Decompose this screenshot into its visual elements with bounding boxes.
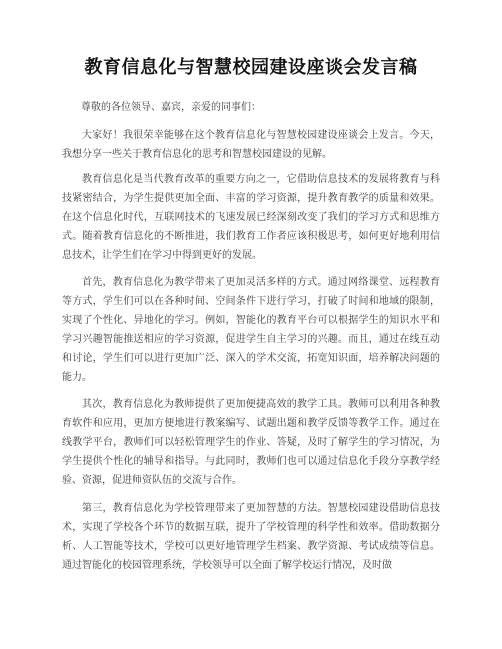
paragraph-intro: 大家好！我很荣幸能够在这个教育信息化与智慧校园建设座谈会上发言。今天，我想分享一些关于教育信息化的思考和智慧校园建设的见解。: [62, 130, 440, 160]
paragraph-point-two: 其次，教育信息化为教师提供了更加便捷高效的教学工具。教师可以利用各种教育软件和应用，更加方便地进行教案编写、试题出题和教学反馈等教学工作。通过在线教学平台，教师们可以轻松管理学生的作业、答疑，及时了解学生的学习情况，为学生提供个性化的辅导和指导。与此同时，教师们也可以通过信息化手段分享教学经验、资源，促进师资队伍的交流与合作。: [62, 399, 440, 486]
greeting-line: 尊敬的各位领导、嘉宾，亲爱的同事们：: [81, 102, 261, 113]
paragraph-point-three: 第三，教育信息化为学校管理带来了更加智慧的方法。智慧校园建设借助信息技术，实现了学校各个环节的数据互联，提升了学校管理的科学性和效率。借助数据分析、人工智能等技术，学校可以更好地管理学生档案、教学资源、考试成绩等信息。通过智能化的校园管理系统，学校领导可以全面了解学校运行情况，及时做: [62, 503, 440, 571]
document-title: 教育信息化与智慧校园建设座谈会发言稿: [84, 57, 418, 78]
paragraph-point-one: 首先，教育信息化为教学带来了更加灵活多样的方式。通过网络课堂、远程教育等方式，学生们可以在各种时间、空间条件下进行学习，打破了时间和地域的限制，实现了个性化、异地化的学习。例如，智能化的教育平台可以根据学生的知识水平和学习兴趣智能推送相应的学习资源，促进学生自主学习的兴趣。而且，通过在线互动和讨论，学生们可以进行更加广泛、深入的学术交流，拓宽知识面，培养解决问题的能力。: [62, 277, 440, 383]
paragraph-overview: 教育信息化是当代教育改革的重要方向之一，它借助信息技术的发展将教育与科技紧密结合，为学生提供更加全面、丰富的学习资源，提升教育教学的质量和效果。在这个信息化时代，互联网技术的飞速发展已经深刻改变了我们的学习方式和思维方式。随着教育信息化的不断推进，我们教育工作者应该积极思考，如何更好地利用信息技术，让学生们在学习中得到更好的发展。: [62, 174, 440, 261]
